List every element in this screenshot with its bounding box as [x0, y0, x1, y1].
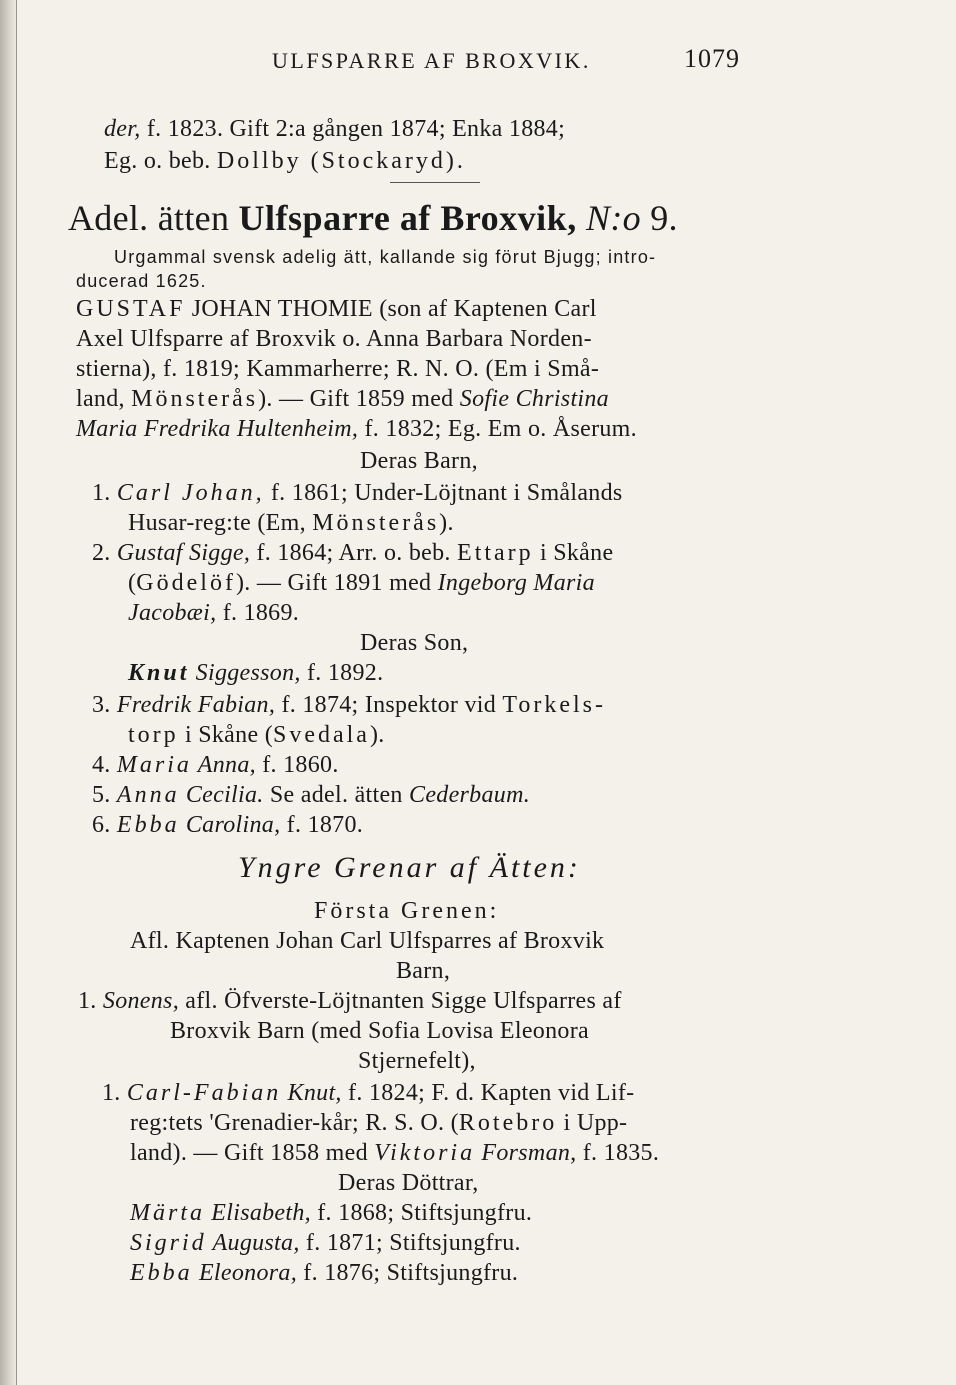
text-line: (Gödelöf). — Gift 1891 med Ingeborg Maria	[128, 570, 595, 596]
subsection-heading: Första Grenen:	[314, 898, 500, 924]
text-line: Afl. Kaptenen Johan Carl Ulfsparres af Broxvik	[130, 928, 605, 954]
text-line: land). — Gift 1858 med Viktoria Forsman, f. 1835.	[130, 1140, 660, 1166]
page-number: 1079	[684, 44, 740, 73]
text-line: Maria Fredrika Hultenheim, f. 1832; Eg. Em o. Åserum.	[76, 416, 637, 442]
text-line: 4. Maria Anna, f. 1860.	[92, 752, 339, 778]
text-line: Eg. o. beb. Dollby (Stockaryd).	[104, 148, 466, 174]
running-title: ULFSPARRE AF BROXVIK.	[272, 48, 591, 73]
gutter-line	[16, 0, 17, 1385]
text-line: Märta Elisabeth, f. 1868; Stiftsjungfru.	[130, 1200, 533, 1226]
section-label: Deras Barn,	[360, 448, 478, 474]
text-line: stierna), f. 1819; Kammarherre; R. N. O. (Em i Små-	[76, 356, 600, 382]
text-line: Stjernefelt),	[358, 1048, 476, 1074]
intro-line: Urgammal svensk adelig ätt, kallande sig förut Bjugg; intro-	[114, 247, 657, 267]
text-line: 5. Anna Cecilia. Se adel. ätten Cederbaum.	[92, 782, 531, 808]
book-page	[40, 0, 956, 1385]
text-line: Axel Ulfsparre af Broxvik o. Anna Barbara Norden-	[76, 326, 592, 352]
text-line: Husar-reg:te (Em, Mönsterås).	[128, 510, 454, 536]
branch-heading: Yngre Grenar af Ätten:	[238, 851, 581, 884]
separator-rule	[390, 182, 480, 183]
intro-line: ducerad 1625.	[76, 271, 207, 291]
text-line: 3. Fredrik Fabian, f. 1874; Inspektor vid Torkels-	[92, 692, 606, 718]
text-line: 1. Sonens, afl. Öfverste-Löjtnanten Sigge Ulfsparres af	[78, 988, 622, 1014]
text-line: 6. Ebba Carolina, f. 1870.	[92, 812, 364, 838]
book-spine-shadow	[0, 0, 16, 1385]
text-line: reg:tets 'Grenadier-kår; R. S. O. (Rotebro i Upp-	[130, 1110, 628, 1136]
text-line: land, Mönsterås). — Gift 1859 med Sofie Christina	[76, 386, 609, 412]
text-line: Jacobæi, f. 1869.	[128, 600, 300, 626]
text-line: Ebba Eleonora, f. 1876; Stiftsjungfru.	[130, 1260, 519, 1286]
text-line: GUSTAF JOHAN THOMIE (son af Kaptenen Carl	[76, 296, 597, 322]
text-line: 1. Carl-Fabian Knut, f. 1824; F. d. Kapten vid Lif-	[102, 1080, 635, 1106]
text-line: torp i Skåne (Svedala).	[128, 722, 385, 748]
text-line: 2. Gustaf Sigge, f. 1864; Arr. o. beb. Ettarp i Skåne	[92, 540, 614, 566]
family-heading: Adel. ätten Ulfsparre af Broxvik, N:o 9.	[68, 198, 678, 238]
text-line: Broxvik Barn (med Sofia Lovisa Eleonora	[170, 1018, 589, 1044]
text-line: 1. Carl Johan, f. 1861; Under-Löjtnant i Smålands	[92, 480, 623, 506]
section-label: Barn,	[396, 958, 451, 984]
text-line: Knut Siggesson, f. 1892.	[128, 660, 384, 686]
section-label: Deras Son,	[360, 630, 469, 656]
section-label: Deras Döttrar,	[338, 1170, 479, 1196]
text-line: Sigrid Augusta, f. 1871; Stiftsjungfru.	[130, 1230, 521, 1256]
text-line: der, f. 1823. Gift 2:a gången 1874; Enka 1884;	[104, 116, 566, 142]
